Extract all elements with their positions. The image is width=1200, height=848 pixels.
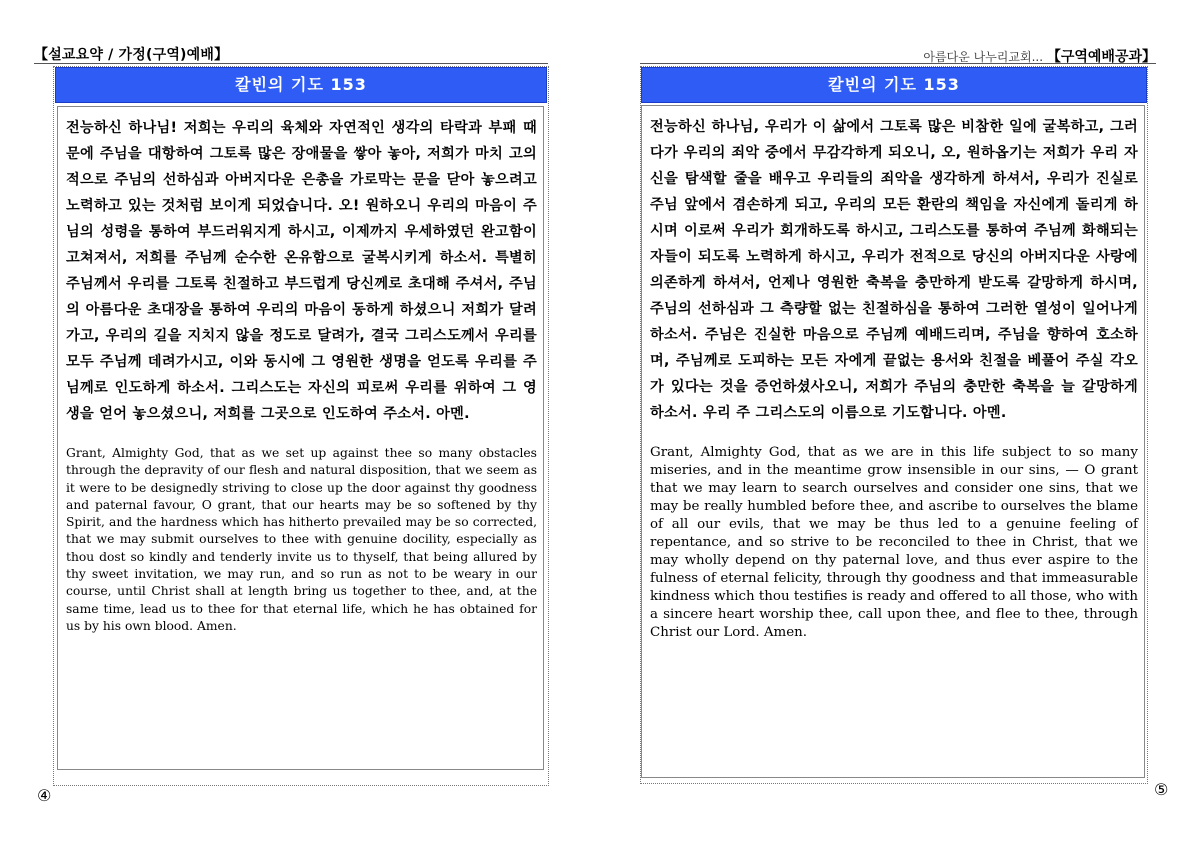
header-right-label: 【구역예배공과】 <box>1046 49 1156 65</box>
left-page-content <box>57 106 544 770</box>
header-source-text: 아름다운 나누리교회... <box>923 50 1044 64</box>
left-korean-prayer: 전능하신 하나님! 저희는 우리의 육체와 자연적인 생각의 타락과 부패 때문에 주님을 대항하여 그토록 많은 장애물을 쌓아 놓아, 저희가 마치 고의적으로 주님의 선하심과 아버지다운 은총을 가로막는 문을 닫아 놓으려고 노력하고 있는 것처럼 보이게 되었습니다. 오! 원하오니 우리의 마음이 주님의 성령을 통하여 부드러워지게 하시고, 이제까지 우세하였던 완고함이 고쳐져서, 저희를 주님께 순수한 온유함으로 굴복시키게 하소서. 특별히 주님께서 우리를 그토록 친절하고 부드럽게 당신께로 초대해 주셔서, 주님의 아름다운 초대장을 통하여 우리의 마음이 동하게 하셨으니 저희가 달려가고, 우리의 길을 지치지 않을 정도로 달려가, 결국 그리스도께서 우리를 모두 주님께 데려가시고, 이와 동시에 그 영원한 생명을 얻도록 우리를 주님께로 인도하게 하소서. 그리스도는 자신의 피로써 우리를 위하여 그 영생을 얻어 놓으셨으니, 저희를 그곳으로 인도하여 주소서. 아멘. <box>66 120 537 422</box>
left-page-number: ④ <box>37 786 52 805</box>
left-page-title: 칼빈의 기도 153 <box>55 67 547 103</box>
left-english-prayer: Grant, Almighty God, that as we set up against thee so many obstacles through the depravity of our flesh and natural disposition, that we seem as it were to be designedly striving to close up the door against thy goodness and paternal favour, O grant, that our hearts may be so softened by thy Spirit, and the hardness which has hitherto prevailed may be so corrected, that we may submit ourselves to thee with genuine docility, especially as thou dost so kindly and tenderly invite us to thyself, that being allured by thy sweet invitation, we may run, and so run as not to be weary in our course, until Christ shall at length bring us together to thee, and, at the same time, lead us to thee for that eternal life, which he has obtained for us by his own blood. Amen. <box>66 446 537 633</box>
right-english-prayer: Grant, Almighty God, that as we are in this life subject to so many miseries, and in the meantime grow insensible in our sins, — O grant that we may learn to search ourselves and consider one sins, that we may be really humbled before thee, and ascribe to ourselves the blame of all our evils, that we may be thus led to a genuine feeling of repentance, and so strive to be reconciled to thee in Christ, that we may wholly depend on thy paternal love, and thus ever aspire to the fulness of eternal felicity, through thy goodness and that immeasurable kindness which thou testifies is ready and offered to all those, who with a sincere heart worship thee, call upon thee, and flee to thee, through Christ our Lord. Amen. <box>650 445 1138 640</box>
header-rule-right <box>640 63 1156 64</box>
right-page-number: ⑤ <box>1154 780 1169 799</box>
header-left-label: 【설교요약 / 가정(구역)예배】 <box>34 47 229 63</box>
right-page-content <box>641 105 1145 778</box>
right-korean-prayer: 전능하신 하나님, 우리가 이 삶에서 그토록 많은 비참한 일에 굴복하고, 그러다가 우리의 죄악 중에서 무감각하게 되오니, 오, 원하옵기는 저희가 우리 자신을 탐색할 줄을 배우고 우리들의 죄악을 생각하게 하셔서, 우리가 진실로 주님 앞에서 겸손하게 되고, 우리의 모든 환란의 책임을 자신에게 돌리게 하시며 이로써 우리가 회개하도록 하시고, 그리스도를 통하여 주님께 화해되는 자들이 되도록 노력하게 하시고, 우리가 전적으로 당신의 아버지다운 사랑에 의존하게 하셔서, 언제나 영원한 축복을 충만하게 받도록 갈망하게 하시며, 주님의 선하심과 그 측량할 없는 친절하심을 통하여 그러한 열성이 일어나게 하소서. 주님은 진실한 마음으로 주님께 예배드리며, 주님을 향하여 호소하며, 주님께로 도피하는 모든 자에게 끝없는 용서와 친절을 베풀어 주실 각오가 있다는 것을 증언하셨사오니, 저희가 주님의 충만한 축복을 늘 갈망하게 하소서. 우리 주 그리스도의 이름으로 기도합니다. 아멘. <box>650 119 1138 421</box>
right-page-title: 칼빈의 기도 153 <box>641 67 1147 103</box>
header-rule-left <box>34 63 548 64</box>
